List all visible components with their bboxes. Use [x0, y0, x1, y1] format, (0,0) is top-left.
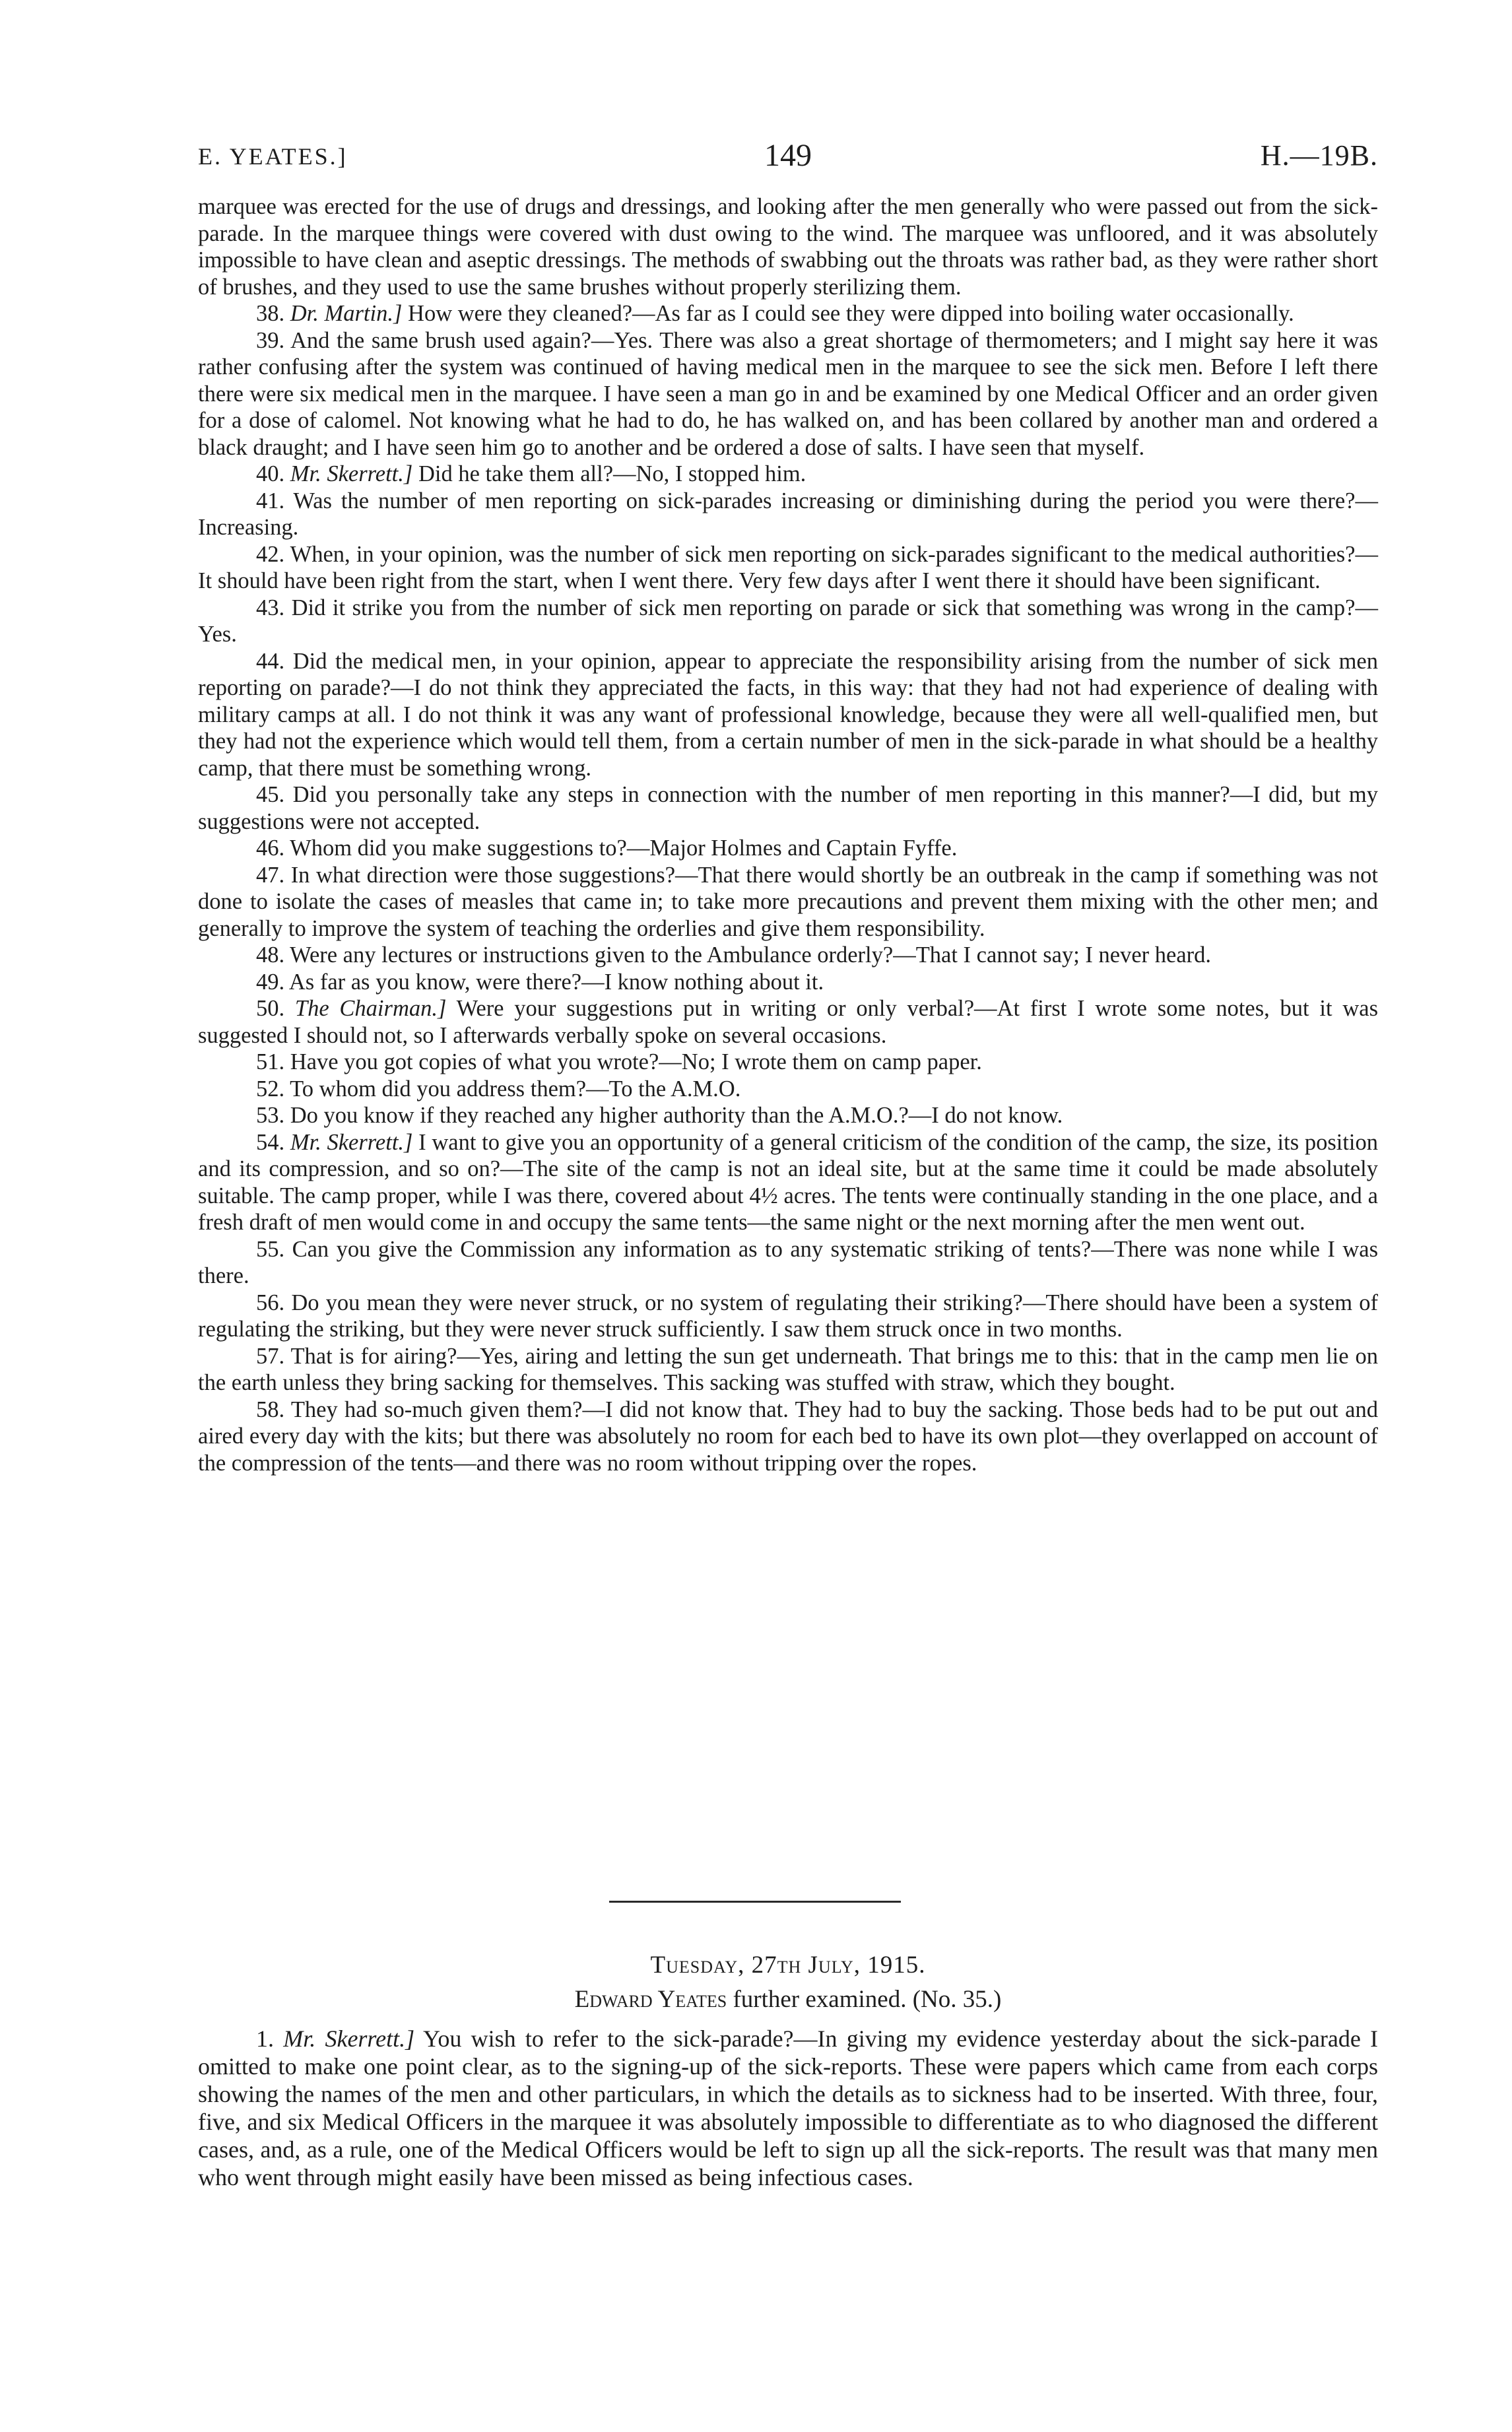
- paragraph-text: That is for airing?—Yes, airing and letting the sun get underneath. That brings me to this: that in the camp men lie on the earth unless they bring sacking for themselves. This sacking was stuffed with straw, which they bought.: [198, 1343, 1378, 1395]
- question-number: 53.: [256, 1103, 285, 1128]
- evidence-paragraph: [198, 461, 1378, 488]
- evidence-paragraph: [198, 1343, 1378, 1397]
- evidence-paragraph: [198, 1102, 1378, 1129]
- evidence-paragraph: [198, 1129, 1378, 1236]
- question-number: 43.: [256, 595, 285, 620]
- paragraph-text: Did it strike you from the number of sick men reporting on parade or sick that something was wrong in the camp?—Yes.: [198, 595, 1378, 647]
- question-number: 45.: [256, 782, 285, 807]
- question-number: 41.: [256, 488, 285, 513]
- evidence-paragraph: [198, 862, 1378, 942]
- question-number: 56.: [256, 1290, 285, 1315]
- paragraph-text: Did you personally take any steps in connection with the number of men reporting in this manner?—I did, but my suggestions were not accepted.: [198, 782, 1379, 834]
- paragraph-text: You wish to refer to the sick-parade?—In giving my evidence yesterday about the sick-parade I omitted to make one point clear, as to the signing-up of the sick-reports. These were papers which came from each corps showing the names of the men and other particulars, in which the details as to sickness had to be inserted. With three, four, five, and six Medical Officers in the marquee it was absolutely impossible to differentiate as to who diagnosed the different cases, and, as a rule, one of the Medical Officers would be left to sign up all the sick-reports. The result was that many men who went through might easily have been missed as being infectious cases.: [198, 2025, 1379, 2190]
- paragraph-text: I want to give you an opportunity of a general criticism of the condition of the camp, the size, its position and its compression, and so on?—The site of the camp is not an ideal site, but at the same time it could be made absolutely suitable. The camp proper, while I was there, covered about 4½ acres. The tents were continually standing in the one place, and a fresh draft of men would come in and occupy the same tents—the same night or the next morning after the men went out.: [198, 1129, 1379, 1235]
- paragraph-text: Were your suggestions put in writing or only verbal?—At first I wrote some notes, but it was suggested I should not, so I afterwards verbally spoke on several occasions.: [198, 996, 1378, 1048]
- evidence-paragraph: [198, 942, 1378, 969]
- speaker: Dr. Martin.]: [290, 301, 403, 326]
- paragraph-text: Did the medical men, in your opinion, appear to appreciate the responsibility arising from the number of sick men reporting on parade?—I do not think they appreciated the facts, in this way: that they had not had experience of dealing with military camps at all. I do not think it was any want of professional knowledge, because they were all well-qualified men, but they had not the experience which would tell them, from a certain number of men in the sick-parade in what should be a healthy camp, that there must be something wrong.: [198, 648, 1378, 781]
- evidence-paragraph: [198, 193, 1378, 300]
- evidence-paragraph: [198, 488, 1378, 541]
- witness-heading: [198, 1985, 1378, 2014]
- question-number: 57.: [256, 1343, 285, 1369]
- speaker: Mr. Skerrett.]: [290, 461, 413, 486]
- document-reference: H.—19B.: [1260, 139, 1378, 172]
- paragraph-text: Was the number of men reporting on sick-parades increasing or diminishing during the period you were there?—Increasing.: [198, 488, 1378, 540]
- paragraph-text: Do you know if they reached any higher authority than the A.M.O.?—I do not know.: [290, 1103, 1063, 1128]
- paragraph-text: marquee was erected for the use of drugs and dressings, and looking after the men generally who were passed out from the sick-parade. In the marquee things were covered with dust owing to the wind. The marquee was unfloored, and it was absolutely impossible to have clean and aseptic dressings. The methods of swabbing out the throats was rather bad, as they were rather short of brushes, and they used to use the same brushes without properly sterilizing them.: [198, 194, 1378, 300]
- paragraph-text: Whom did you make suggestions to?—Major Holmes and Captain Fyffe.: [290, 836, 958, 861]
- evidence-body-continued: [198, 2025, 1378, 2191]
- paragraph-text: To whom did you address them?—To the A.M.O.: [290, 1076, 741, 1101]
- section-divider: [609, 1901, 901, 1903]
- speaker: Mr. Skerrett.]: [283, 2025, 415, 2052]
- question-number: 49.: [256, 969, 285, 995]
- paragraph-text: Did he take them all?—No, I stopped him.: [418, 461, 806, 486]
- paragraph-text: And the same brush used again?—Yes. There was also a great shortage of thermometers; and I might say here it was rather confusing after the system was continued of having medical men in the marquee to see the sick men. Before I left there there were six medical men in the marquee. I have seen a man go in and be examined by one Medical Officer and an order given for a dose of calomel. Not knowing what he had to do, he has walked on, and has been collared by another man and ordered a black draught; and I have seen him go to another and be ordered a dose of salts. I have seen that myself.: [198, 327, 1378, 460]
- running-head-witness: E. YEATES.]: [198, 143, 348, 170]
- evidence-paragraph: [198, 2025, 1378, 2191]
- question-number: 58.: [256, 1397, 285, 1422]
- question-number: 38.: [256, 301, 285, 326]
- running-head: [198, 137, 1378, 177]
- evidence-paragraph: [198, 648, 1378, 782]
- evidence-paragraph: [198, 835, 1378, 862]
- paragraph-text: Can you give the Commission any information as to any systematic striking of tents?—There was none while I was there.: [198, 1236, 1378, 1288]
- evidence-paragraph: [198, 300, 1378, 327]
- sitting-date-heading: Tuesday, 27th July, 1915.: [650, 1952, 926, 1979]
- evidence-paragraph: [198, 1290, 1378, 1343]
- evidence-paragraph: [198, 1076, 1378, 1103]
- speaker: Mr. Skerrett.]: [290, 1129, 413, 1155]
- question-number: 54.: [256, 1129, 285, 1155]
- question-number: 42.: [256, 541, 285, 567]
- paragraph-text: How were they cleaned?—As far as I could see they were dipped into boiling water occasionally.: [408, 301, 1294, 326]
- evidence-paragraph: [198, 995, 1378, 1049]
- evidence-paragraph: [198, 969, 1378, 996]
- paragraph-text: Have you got copies of what you wrote?—No; I wrote them on camp paper.: [290, 1049, 982, 1074]
- question-number: 47.: [256, 862, 285, 888]
- evidence-paragraph: [198, 541, 1378, 595]
- evidence-paragraph: [198, 327, 1378, 461]
- question-number: 50.: [256, 996, 285, 1021]
- paragraph-text: Do you mean they were never struck, or no system of regulating their striking?—There should have been a system of regulating the striking, but they were never struck sufficiently. I saw them struck once in two months.: [198, 1290, 1378, 1342]
- page-number: 149: [764, 138, 812, 173]
- paragraph-text: As far as you know, were there?—I know nothing about it.: [288, 969, 824, 995]
- paragraph-text: In what direction were those suggestions?—That there would shortly be an outbreak in the camp if something was not done to isolate the cases of measles that came in; to take more precautions and prevent them mixing with the other men; and generally to improve the system of teaching the orderlies and give them responsibility.: [198, 862, 1379, 941]
- question-number: 1.: [256, 2025, 274, 2052]
- speaker: The Chairman.]: [294, 996, 447, 1021]
- evidence-body: [198, 193, 1378, 1476]
- paragraph-text: When, in your opinion, was the number of sick men reporting on sick-parades significant to the medical authorities?—It should have been right from the start, when I went there. Very few days after I went there it should have been significant.: [198, 541, 1378, 593]
- question-number: 46.: [256, 836, 285, 861]
- paragraph-text: Were any lectures or instructions given to the Ambulance orderly?—That I cannot say; I never heard.: [290, 942, 1212, 968]
- evidence-paragraph: [198, 1049, 1378, 1076]
- question-number: 52.: [256, 1076, 285, 1101]
- witness-name: Edward Yeates: [574, 1986, 727, 2013]
- question-number: 55.: [256, 1236, 285, 1262]
- evidence-paragraph: [198, 595, 1378, 648]
- question-number: 51.: [256, 1049, 285, 1074]
- question-number: 48.: [256, 942, 285, 968]
- evidence-paragraph: [198, 1236, 1378, 1290]
- evidence-paragraph: [198, 1397, 1378, 1477]
- question-number: 44.: [256, 648, 285, 674]
- question-number: 40.: [256, 461, 285, 486]
- paragraph-text: They had so-much given them?—I did not know that. They had to buy the sacking. Those beds had to be put out and aired every day with the kits; but there was absolutely no room for each bed to have its own plot—they overlapped on account of the compression of the tents—and there was no room without tripping over the ropes.: [198, 1397, 1378, 1476]
- question-number: 39.: [256, 327, 285, 353]
- witness-status: further examined. (No. 35.): [733, 1986, 1002, 2013]
- evidence-paragraph: [198, 781, 1378, 835]
